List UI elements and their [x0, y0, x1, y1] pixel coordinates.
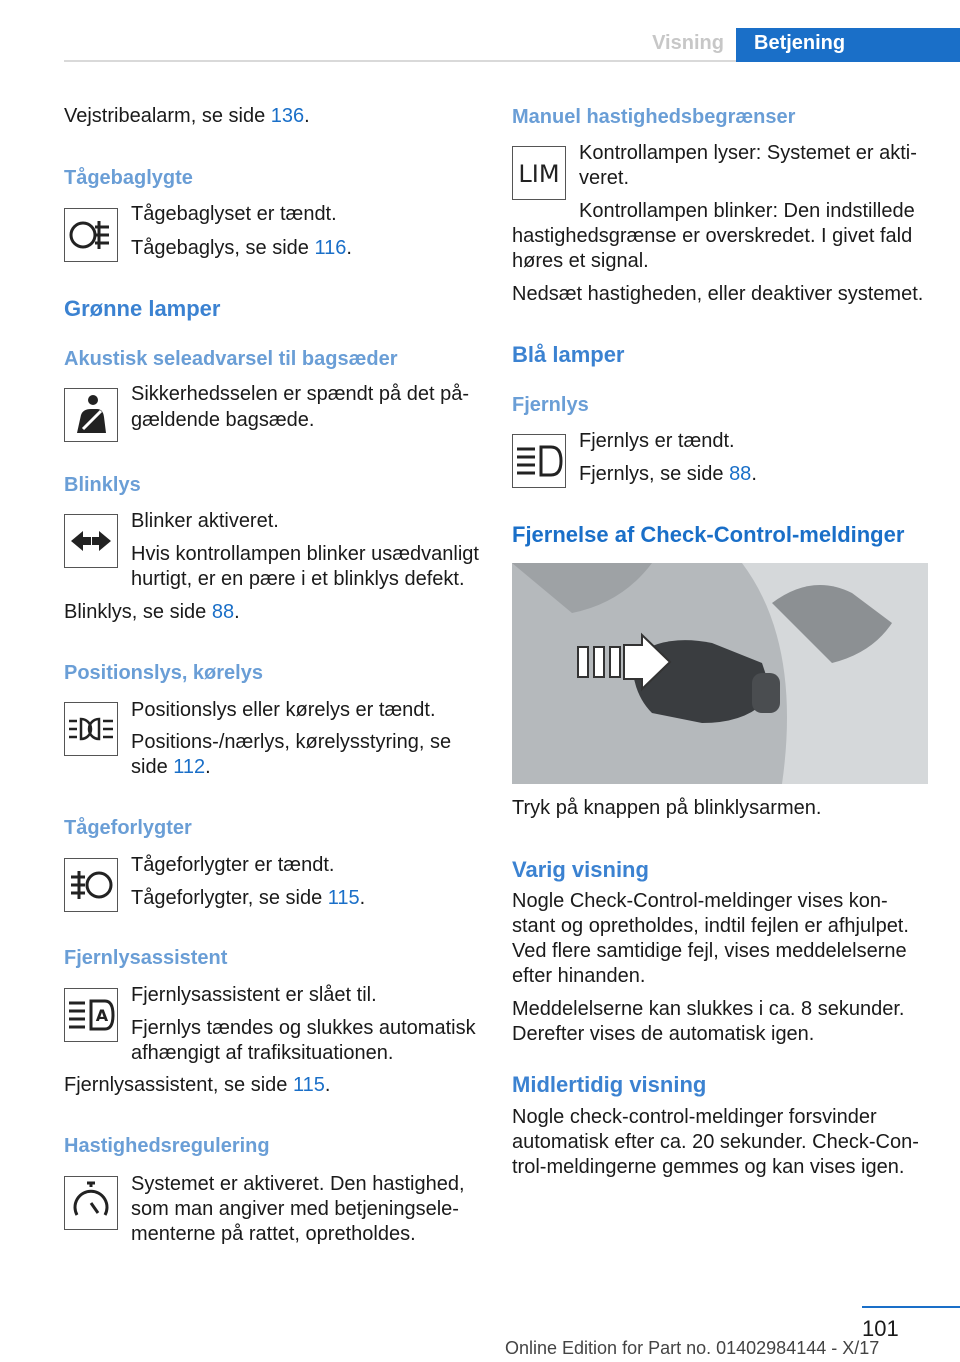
high-beam-icon: [512, 434, 566, 488]
blinklys-line3: hurtigt, er en pære i et blinklys defekt.: [131, 568, 465, 590]
cruise-control-icon: [64, 1176, 118, 1230]
fjernlysass-line1: Fjernlysassistent er slået til.: [131, 984, 377, 1006]
front-fog-light-icon: [64, 858, 118, 912]
hastighed-line2: som man angiver med betjeningsele-: [131, 1198, 459, 1220]
section-title-manuel-hastighedsbegraenser: Manuel hastighedsbegrænser: [512, 106, 796, 128]
section-title-varig-visning: Varig visning: [512, 857, 649, 882]
page-link[interactable]: 136: [270, 105, 305, 127]
svg-text:A: A: [95, 1006, 109, 1025]
page-link[interactable]: 115: [292, 1074, 325, 1096]
section-title-midlertidig-visning: Midlertidig visning: [512, 1072, 707, 1097]
tryk-text: Tryk på knappen på blinklysarmen.: [512, 797, 822, 819]
varig-line4: efter hinanden.: [512, 965, 646, 987]
page-link[interactable]: 112: [173, 756, 206, 778]
midl-line3: trol-meldingerne gemmes og kan vises igen.: [512, 1156, 905, 1178]
varig-line6: Derefter vises de automatisk igen.: [512, 1023, 815, 1045]
fjernlysass-line3: afhængigt af trafiksituationen.: [131, 1042, 394, 1064]
page-number: 101: [862, 1316, 899, 1341]
midl-line1: Nogle check-control-meldinger forsvinder: [512, 1106, 877, 1128]
hastighed-line3: menterne på rattet, opretholdes.: [131, 1223, 416, 1245]
varig-line5: Meddelelserne kan slukkes i ca. 8 sekunder.: [512, 998, 905, 1020]
midl-line2: automatisk efter ca. 20 sekunder. Check-Con-: [512, 1131, 919, 1153]
tagebaglygte-ref: Tågebaglys, se side 116.: [131, 237, 352, 259]
speed-limiter-icon: [512, 146, 566, 200]
turn-signal-stalk-photo: [512, 563, 928, 784]
section-title-hastighedsregulering: Hastighedsregulering: [64, 1135, 270, 1157]
manuel-line3: Kontrollampen blinker: Den indstillede: [579, 200, 915, 222]
blinklys-ref: Blinklys, se side 88.: [64, 601, 240, 623]
section-title-positionslys: Positionslys, kørelys: [64, 662, 263, 684]
tagebaglygte-line1: Tågebaglyset er tændt.: [131, 203, 337, 225]
varig-line2: stant og opretholdes, indtil fejlen er afhjulpet.: [512, 915, 909, 937]
footer-rule: [862, 1306, 960, 1308]
manuel-line5: høres et signal.: [512, 250, 649, 272]
fjernlysass-line2: Fjernlys tændes og slukkes automatisk: [131, 1017, 476, 1039]
section-title-gronne-lamper: Grønne lamper: [64, 296, 221, 321]
manuel-line4: hastighedsgrænse er overskredet. I givet fald: [512, 225, 913, 247]
page-link[interactable]: 88: [729, 463, 752, 485]
blinklys-line2: Hvis kontrollampen blinker usædvanligt: [131, 543, 479, 565]
section-title-fjernlys: Fjernlys: [512, 394, 589, 416]
turn-signal-icon: [64, 514, 118, 568]
varig-line3: Ved flere samtidige fejl, vises meddelelserne: [512, 940, 907, 962]
page-link[interactable]: 115: [327, 887, 360, 909]
vejstribe-ref: Vejstribealarm, se side 136.: [64, 105, 310, 127]
position-light-icon: [64, 702, 118, 756]
varig-line1: Nogle Check-Control-meldinger vises kon-: [512, 890, 888, 912]
manuel-line1: Kontrollampen lyser: Systemet er akti-: [579, 142, 917, 164]
seatbelt-icon: [64, 388, 118, 442]
fjernlys-ref: Fjernlys, se side 88.: [579, 463, 757, 485]
fjernlys-line1: Fjernlys er tændt.: [579, 430, 735, 452]
tageforlygter-line1: Tågeforlygter er tændt.: [131, 854, 335, 876]
manuel-line2: veret.: [579, 167, 630, 189]
akustisk-line1: Sikkerhedsselen er spændt på det på-: [131, 383, 469, 405]
stalk-illustration: [512, 563, 928, 784]
fjernlysass-ref: Fjernlysassistent, se side 115.: [64, 1074, 331, 1096]
tab-visning[interactable]: Visning: [652, 32, 724, 54]
page-link[interactable]: 88: [211, 601, 235, 623]
section-title-fjernelse: Fjernelse af Check-Control-meldinger: [512, 522, 905, 547]
hastighed-line1: Systemet er aktiveret. Den hastighed,: [131, 1173, 465, 1195]
section-title-tageforlygter: Tågeforlygter: [64, 817, 192, 839]
section-title-bla-lamper: Blå lamper: [512, 342, 625, 367]
positionslys-line2: Positions-/nærlys, kørelysstyring, se: [131, 731, 452, 753]
section-title-akustisk: Akustisk seleadvarsel til bagsæder: [64, 348, 398, 370]
akustisk-line2: gældende bagsæde.: [131, 409, 315, 431]
section-title-tagebaglygte: Tågebaglygte: [64, 167, 193, 189]
tab-betjening[interactable]: Betjening: [736, 28, 960, 62]
blinklys-line1: Blinker aktiveret.: [131, 510, 279, 532]
section-title-fjernlysassistent: Fjernlysassistent: [64, 947, 228, 969]
lim-icon-label: LIM: [518, 160, 560, 188]
edition-footer: Online Edition for Part no. 01402984144 - X/17: [505, 1338, 880, 1358]
manuel-line6: Nedsæt hastigheden, eller deaktiver systemet.: [512, 283, 924, 305]
rear-fog-light-icon: [64, 208, 118, 262]
page-link[interactable]: 116: [314, 237, 347, 259]
section-title-blinklys: Blinklys: [64, 474, 141, 496]
high-beam-assistant-icon: [64, 988, 118, 1042]
positionslys-ref: side 112.: [131, 756, 211, 778]
positionslys-line1: Positionslys eller kørelys er tændt.: [131, 699, 436, 721]
tageforlygter-ref: Tågeforlygter, se side 115.: [131, 887, 366, 909]
